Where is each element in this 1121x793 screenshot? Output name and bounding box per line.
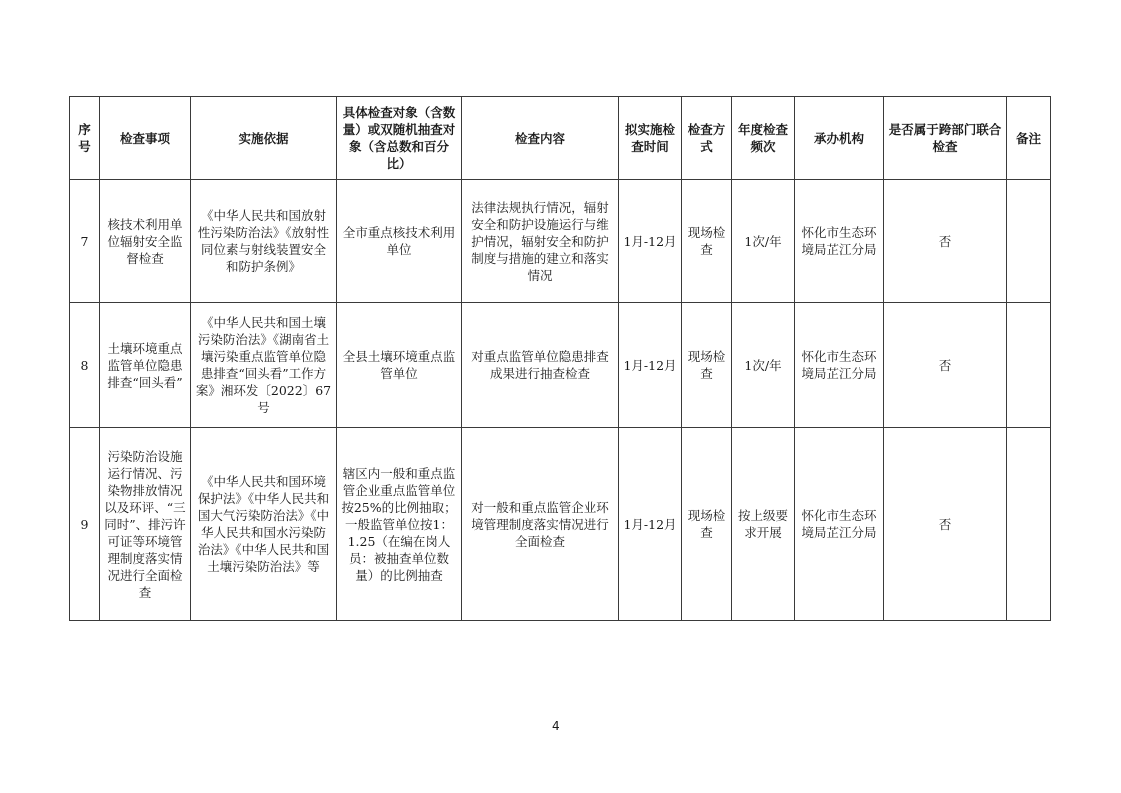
cell-target: 全市重点核技术利用单位 <box>337 180 462 303</box>
inspection-table <box>69 96 1051 621</box>
cell-time: 1月-12月 <box>619 303 682 428</box>
cell-joint-inspection: 否 <box>884 180 1007 303</box>
cell-organization: 怀化市生态环境局芷江分局 <box>795 428 884 621</box>
header-target: 具体检查对象（含数量）或双随机抽查对象（含总数和百分比） <box>337 97 462 180</box>
cell-method: 现场检查 <box>682 428 732 621</box>
cell-no: 7 <box>70 180 100 303</box>
table-row <box>70 180 1051 303</box>
cell-frequency: 1次/年 <box>732 303 795 428</box>
cell-basis: 《中华人民共和国环境保护法》《中华人民共和国大气污染防治法》《中华人民共和国水污染防治法》《中华人民共和国土壤污染防治法》等 <box>191 428 337 621</box>
cell-joint-inspection: 否 <box>884 303 1007 428</box>
cell-time: 1月-12月 <box>619 428 682 621</box>
cell-organization: 怀化市生态环境局芷江分局 <box>795 303 884 428</box>
header-joint-inspection: 是否属于跨部门联合检查 <box>884 97 1007 180</box>
table-row <box>70 428 1051 621</box>
cell-target: 全县土壤环境重点监管单位 <box>337 303 462 428</box>
header-organization: 承办机构 <box>795 97 884 180</box>
header-time: 拟实施检查时间 <box>619 97 682 180</box>
cell-item: 污染防治设施运行情况、污染物排放情况以及环评、“三同时”、排污许可证等环境管理制度落实情况进行全面检查 <box>100 428 191 621</box>
header-item: 检查事项 <box>100 97 191 180</box>
cell-item: 土壤环境重点监管单位隐患排查“回头看” <box>100 303 191 428</box>
table-row <box>70 303 1051 428</box>
cell-joint-inspection: 否 <box>884 428 1007 621</box>
header-content: 检查内容 <box>462 97 619 180</box>
cell-no: 9 <box>70 428 100 621</box>
header-row <box>70 97 1051 180</box>
header-note: 备注 <box>1007 97 1051 180</box>
cell-item: 核技术利用单位辐射安全监督检查 <box>100 180 191 303</box>
cell-organization: 怀化市生态环境局芷江分局 <box>795 180 884 303</box>
header-frequency: 年度检查频次 <box>732 97 795 180</box>
cell-basis: 《中华人民共和国放射性污染防治法》《放射性同位素与射线装置安全和防护条例》 <box>191 180 337 303</box>
cell-note <box>1007 180 1051 303</box>
cell-frequency: 按上级要求开展 <box>732 428 795 621</box>
cell-basis: 《中华人民共和国土壤污染防治法》《湖南省土壤污染重点监管单位隐患排查“回头看”工作方案》湘环发〔2022〕67号 <box>191 303 337 428</box>
header-method: 检查方式 <box>682 97 732 180</box>
cell-method: 现场检查 <box>682 303 732 428</box>
cell-frequency: 1次/年 <box>732 180 795 303</box>
header-basis: 实施依据 <box>191 97 337 180</box>
cell-no: 8 <box>70 303 100 428</box>
cell-time: 1月-12月 <box>619 180 682 303</box>
cell-content: 对一般和重点监管企业环境管理制度落实情况进行全面检查 <box>462 428 619 621</box>
cell-note <box>1007 303 1051 428</box>
header-no: 序号 <box>70 97 100 180</box>
cell-content: 对重点监管单位隐患排查成果进行抽查检查 <box>462 303 619 428</box>
page-number: 4 <box>552 719 560 733</box>
cell-target: 辖区内一般和重点监管企业重点监管单位按25%的比例抽取；一般监管单位按1：1.25（在编在岗人员：被抽查单位数量）的比例抽查 <box>337 428 462 621</box>
cell-method: 现场检查 <box>682 180 732 303</box>
cell-content: 法律法规执行情况，辐射安全和防护设施运行与维护情况，辐射安全和防护制度与措施的建立和落实情况 <box>462 180 619 303</box>
cell-note <box>1007 428 1051 621</box>
